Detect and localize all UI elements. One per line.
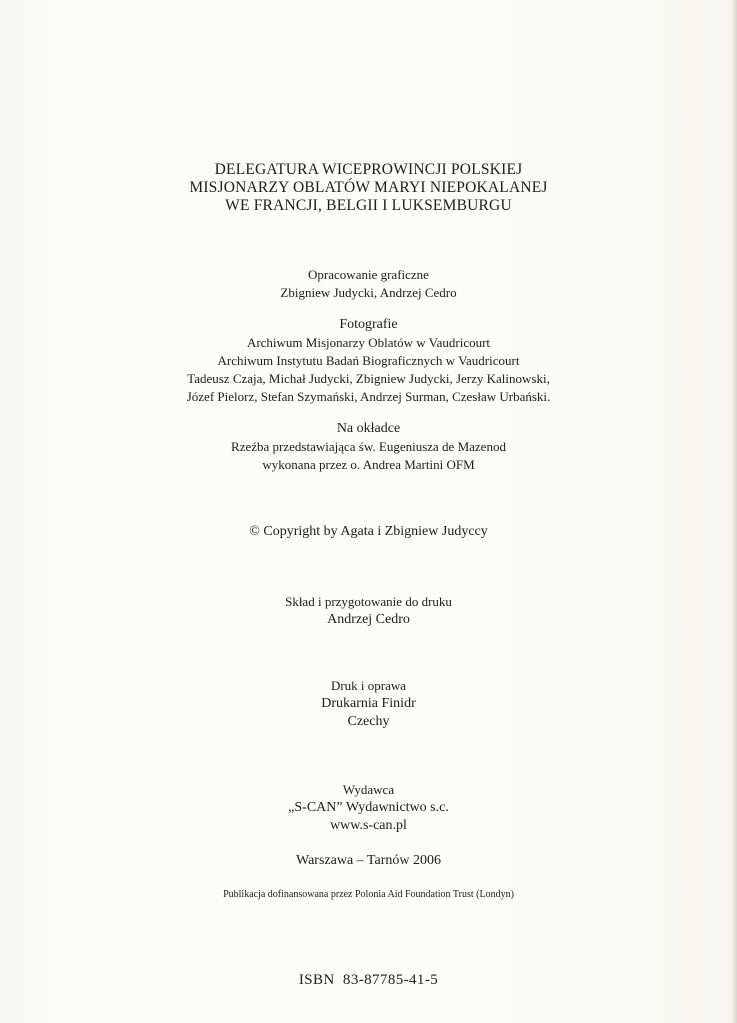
place-date-block <box>0 851 737 870</box>
cover-line: wykonana przez o. Andrea Martini OFM <box>262 457 475 472</box>
funding-block <box>0 889 737 901</box>
place-date: Warszawa – Tarnów 2006 <box>296 853 441 868</box>
printing-line: Drukarnia Finidr <box>321 696 416 711</box>
cover-credit <box>0 420 737 474</box>
cover-line: Rzeźba przedstawiająca św. Eugeniusza de Mazenod <box>231 439 506 454</box>
copyright-text: © Copyright by Agata i Zbigniew Judyccy <box>249 524 488 539</box>
typesetting-label: Skład i przygotowanie do druku <box>285 594 452 609</box>
photos-line: Tadeusz Czaja, Michał Judycki, Zbigniew Judycki, Jerzy Kalinowski, <box>187 371 550 386</box>
title-line: WE FRANCJI, BELGII I LUKSEMBURGU <box>225 197 512 214</box>
printing-line: Czechy <box>347 714 390 729</box>
funding-note: Publikacja dofinansowana przez Polonia Aid Foundation Trust (Londyn) <box>223 889 514 900</box>
photos-label: Fotografie <box>339 317 398 332</box>
copyright-block <box>0 522 737 541</box>
publisher-url: www.s-can.pl <box>330 818 407 833</box>
title-block <box>0 161 737 215</box>
cover-label: Na okładce <box>336 421 401 436</box>
isbn-block <box>0 971 737 989</box>
typesetting-credit <box>0 593 737 629</box>
photos-credit <box>0 316 737 406</box>
title-line: DELEGATURA WICEPROWINCJI POLSKIEJ <box>214 161 523 178</box>
printing-credit <box>0 677 737 731</box>
typesetting-name: Andrzej Cedro <box>327 612 410 627</box>
photos-line: Archiwum Instytutu Badań Biograficznych w Vaudricourt <box>217 353 520 368</box>
graphics-names: Zbigniew Judycki, Andrzej Cedro <box>280 285 457 300</box>
photos-line: Józef Pielorz, Stefan Szymański, Andrzej Surman, Czesław Urbański. <box>186 389 551 404</box>
publisher-label: Wydawca <box>342 782 395 797</box>
printing-label: Druk i oprawa <box>330 678 407 693</box>
photos-line: Archiwum Misjonarzy Oblatów w Vaudricourt <box>246 335 491 350</box>
graphics-label: Opracowanie graficzne <box>308 267 429 282</box>
publisher-name: „S-CAN” Wydawnictwo s.c. <box>288 800 449 815</box>
publisher-credit <box>0 781 737 835</box>
isbn-text: ISBN 83-87785-41-5 <box>298 972 439 988</box>
title-line: MISJONARZY OBLATÓW MARYI NIEPOKALANEJ <box>189 179 548 196</box>
graphics-credit <box>0 266 737 302</box>
